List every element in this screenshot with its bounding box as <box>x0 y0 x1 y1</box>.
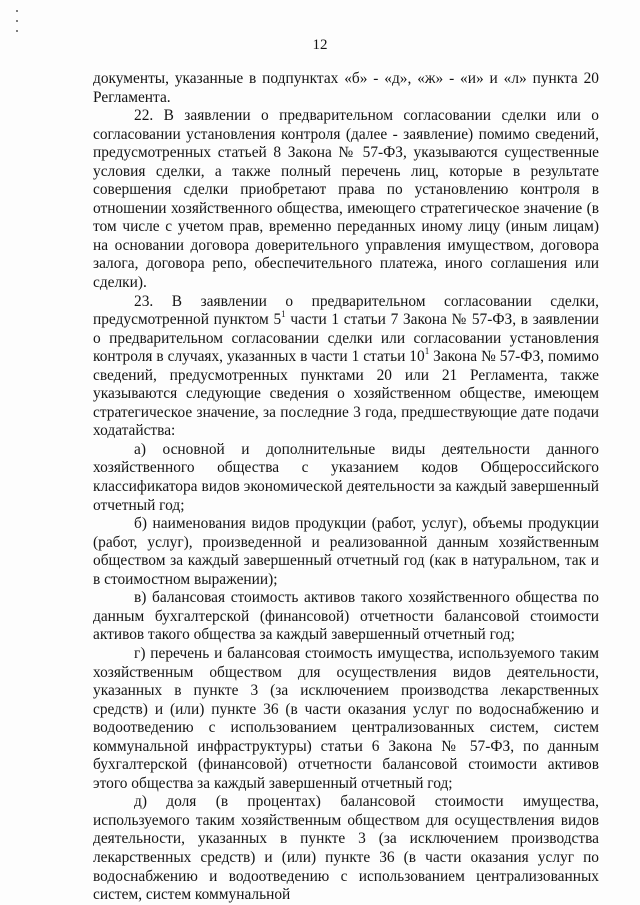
superscript-1: 1 <box>281 308 286 319</box>
paragraph-23-part-1: 23. В заявлении о предварительном согласовании сделки, предусмотренной пунктом 5 <box>93 292 599 329</box>
document-body <box>93 70 599 905</box>
subitem-a: а) основной и дополнительные виды деятельности данного хозяйственного общества с указанием кодов Общероссийского классификатора видов экономической деятельности за каждый завершенный отчетный год; <box>93 440 599 514</box>
superscript-2: 1 <box>424 346 430 357</box>
page-number: 12 <box>312 37 328 53</box>
paragraph-22: 22. В заявлении о предварительном согласовании сделки или о согласовании установления контроля (далее - заявление) помимо сведений, предусмотренных статьей 8 Закона № 57-ФЗ, указываются существенные условия сделки, а также полный перечень лиц, которые в результате совершения сделки приобретают права по установлению контроля в отношении хозяйственного общества, имеющего стратегическое значение (в том числе с учетом прав, временно переданных иному лицу (иным лицам) на основании договора доверительного управления имуществом, договора залога, договора репо, обеспечительного платежа, иного соглашения или сделки). <box>93 107 599 292</box>
subitem-g: г) перечень и балансовая стоимость имущества, используемого таким хозяйственным обществом для осуществления видов деятельности, указанных в пункте 3 (за исключением производства лекарственных средств) и (или) пункте 36 (в части оказания услуг по водоснабжению и водоотведению с использованием централизованных систем, систем коммунальной инфраструктуры) статьи 6 Закона № 57-ФЗ, по данным бухгалтерской (финансовой) отчетности балансовой стоимости активов этого общества за каждый завершенный отчетный год; <box>93 644 599 792</box>
paragraph-23 <box>93 293 599 441</box>
subitem-b: б) наименования видов продукции (работ, услуг), объемы продукции (работ, услуг), произведенной и реализованной данным хозяйственным обществом за каждый завершенный отчетный год (как в натуральном, так и в стоимостном выражении); <box>93 515 599 588</box>
paragraph-23-part-3: Закона № 57-ФЗ, помимо сведений, предусмотренных пунктами 20 или 21 Регламента, также указываются следующие сведения о хозяйственном обществе, имеющем стратегическое значение, за последние 3 года, предшествующие дате подачи ходатайства: <box>93 348 599 440</box>
subitem-d: д) доля (в процентах) балансовой стоимости имущества, используемого таким хозяйственным обществом для осуществления видов деятельности, указанных в пункте 3 (за исключением производства лекарственных средств) и (или) пункте 36 (в части оказания услуг по водоснабжению и водоотведению с использованием централизованных систем, систем коммунальной <box>93 793 599 904</box>
subitem-v: в) балансовая стоимость активов такого хозяйственного общества по данным бухгалтерской (финансовой) отчетности балансовой стоимости активов такого общества за каждый завершенный отчетный год; <box>93 589 599 644</box>
paragraph-23-part-2: части 1 статьи 7 Закона № 57-ФЗ, в заявлении о предварительном согласовании сделки или согласовании установления контроля в случаях, указанных в части 1 статьи 10 <box>93 311 599 366</box>
paragraph-continuation: документы, указанные в подпунктах «б» - «д», «ж» - «и» и «л» пункта 20 Регламента. <box>93 70 599 106</box>
